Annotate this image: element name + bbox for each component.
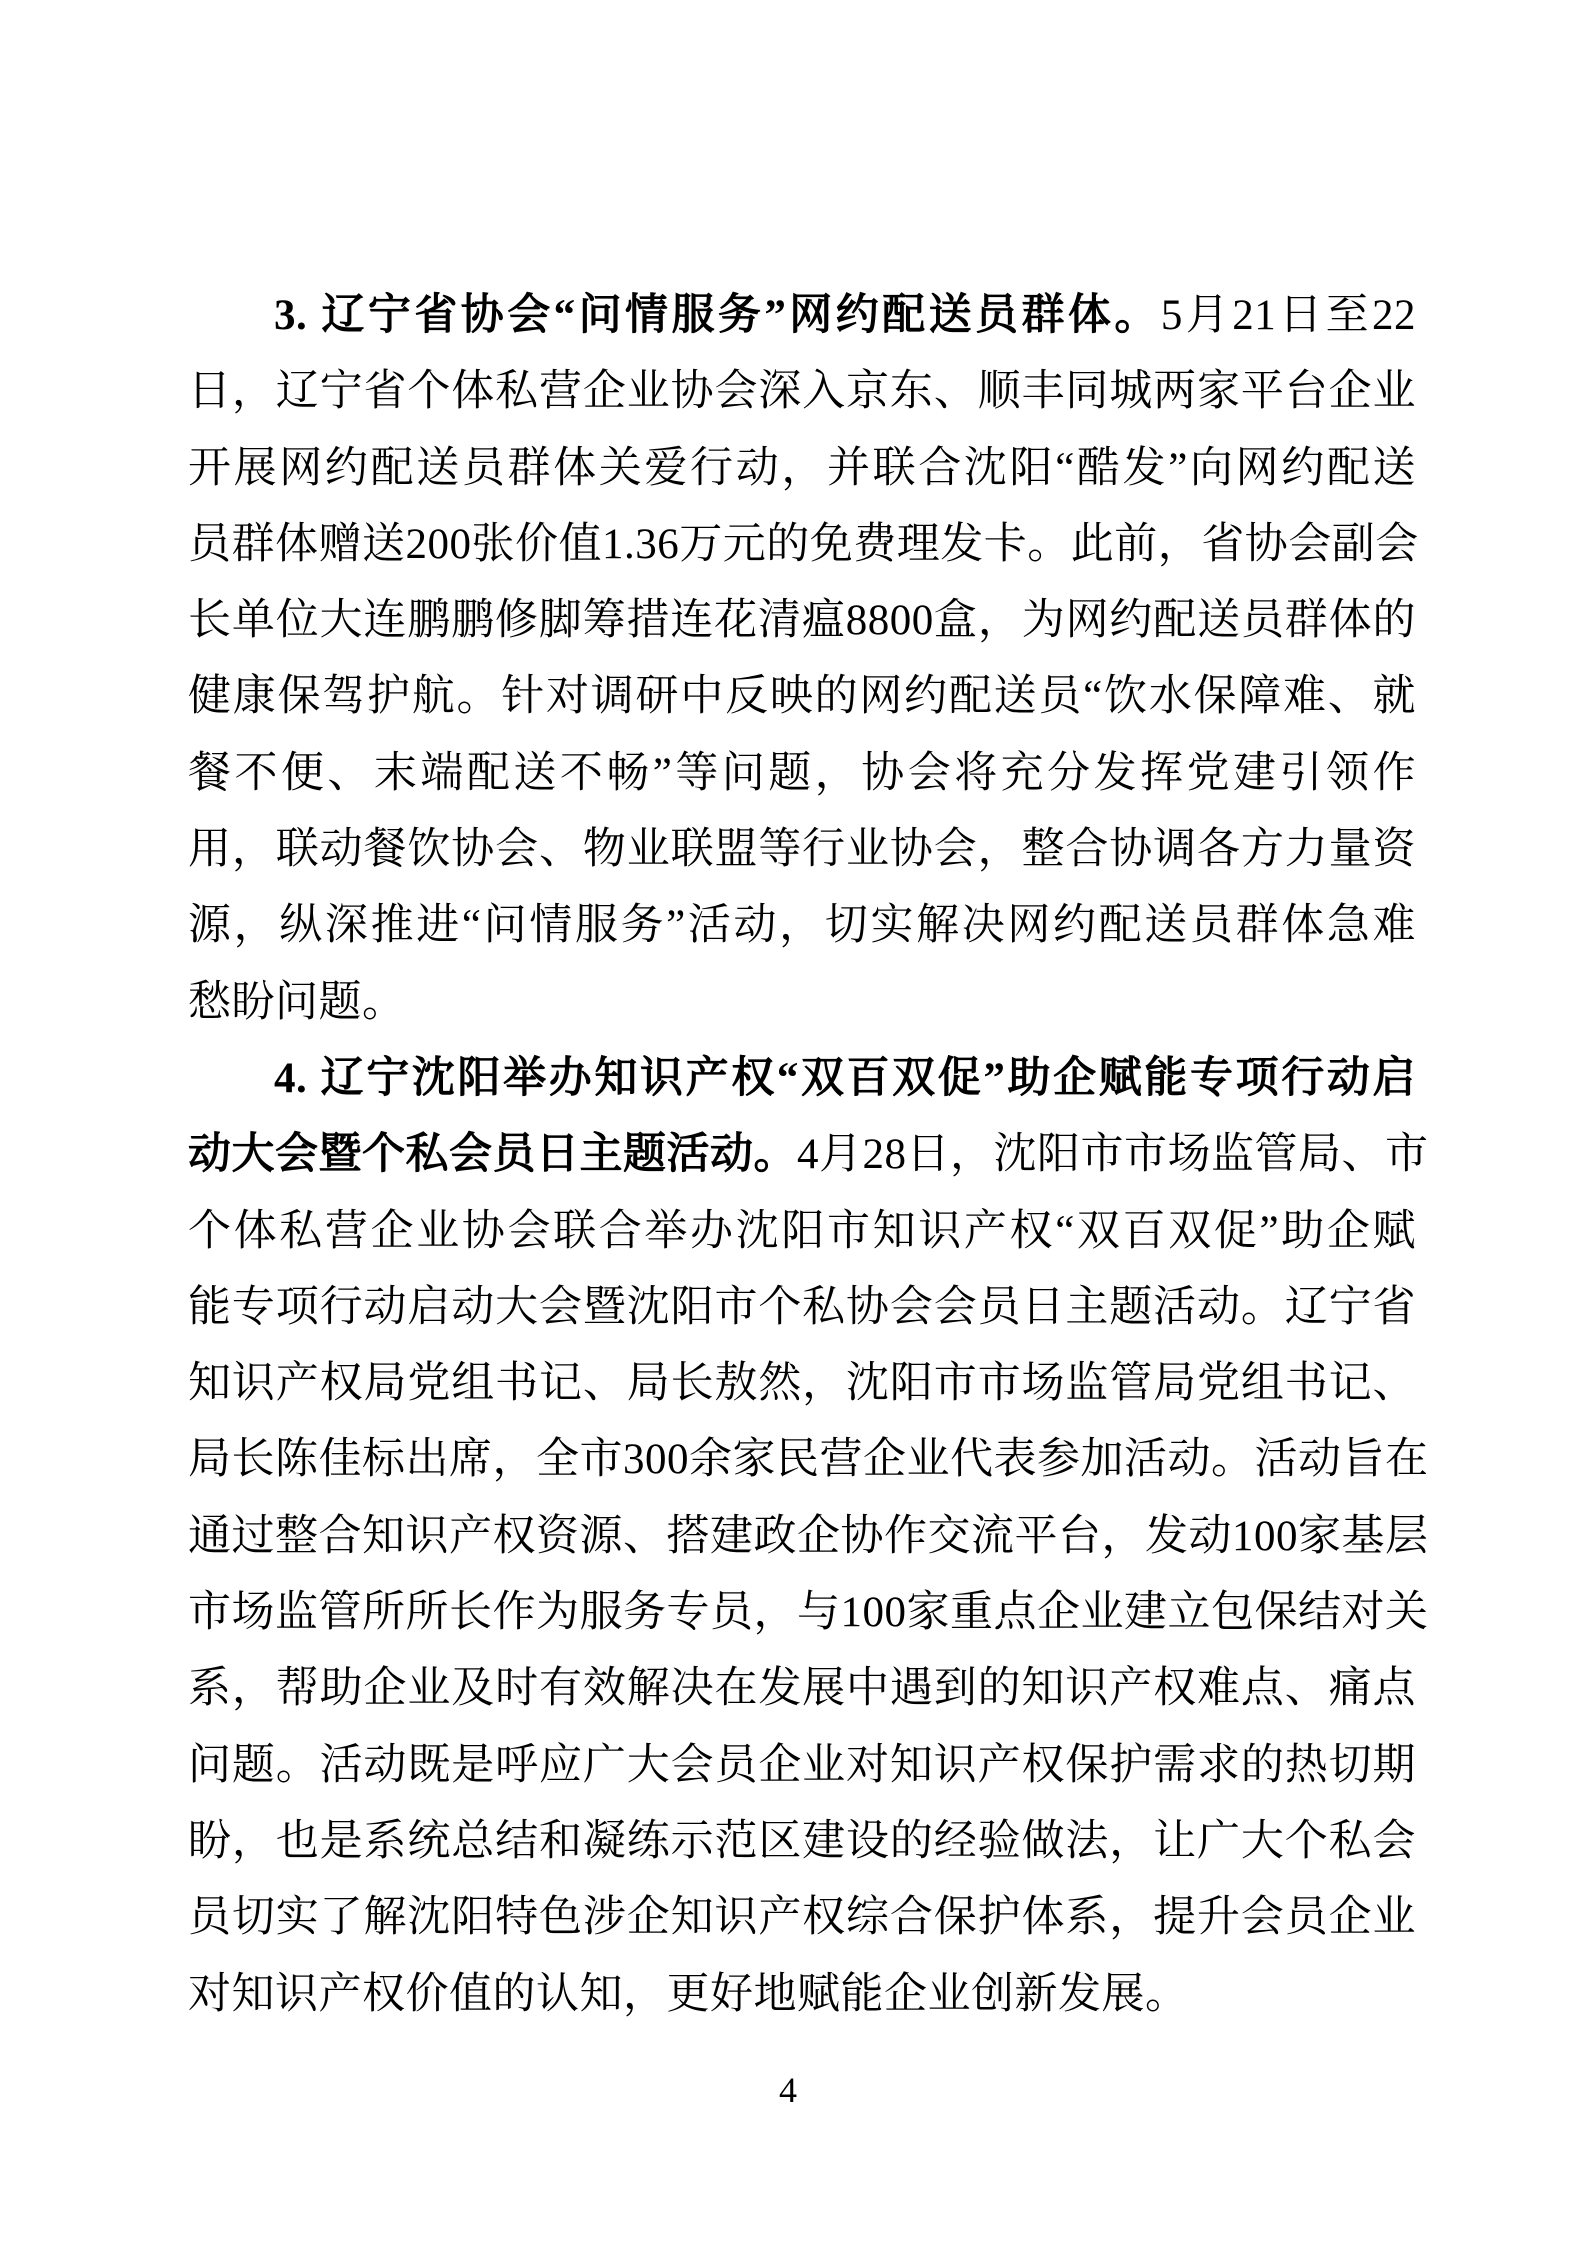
body-text: 市场监管所所长作为服务专员，与100家重点企业建立包保结对关 — [188, 1589, 1429, 1637]
text-line — [188, 736, 1416, 812]
body-text: 通过整合知识产权资源、搭建政企协作交流平台，发动100家基层 — [188, 1512, 1429, 1560]
heading-text: 3. 辽宁省协会“问情服务”网约配送员群体。 — [274, 292, 1161, 339]
body-text: 盼，也是系统总结和凝练示范区建设的经验做法，让广大个私会 — [188, 1817, 1416, 1865]
body-text: 日，辽宁省个体私营企业协会深入京东、顺丰同城两家平台企业 — [188, 368, 1416, 416]
body-text: 用，联动餐饮协会、物业联盟等行业协会，整合协调各方力量资 — [188, 826, 1416, 874]
body-text: 5月21日至22 — [1160, 292, 1417, 339]
text-line — [188, 1117, 1429, 1193]
heading-text: 4. 辽宁沈阳举办知识产权“双百双促”助企赋能专项行动启 — [274, 1054, 1416, 1102]
text-line — [188, 965, 1416, 1041]
text-line — [188, 812, 1416, 888]
body-text: 健康保驾护航。针对调研中反映的网约配送员“饮水保障难、就 — [188, 673, 1416, 721]
body-text: 系，帮助企业及时有效解决在发展中遇到的知识产权难点、痛点 — [188, 1665, 1416, 1713]
text-line — [188, 1422, 1429, 1498]
body-text: 餐不便、末端配送不畅”等问题，协会将充分发挥党建引领作 — [188, 749, 1416, 797]
text-line — [188, 1194, 1416, 1270]
body-text: 4月28日，沈阳市市场监管局、市 — [797, 1131, 1429, 1179]
text-line — [188, 1041, 1416, 1117]
body-text: 开展网约配送员群体关爱行动，并联合沈阳“酷发”向网约配送 — [188, 444, 1416, 492]
text-line — [188, 431, 1416, 507]
document-body — [188, 278, 1429, 2033]
body-text: 知识产权局党组书记、局长敖然，沈阳市市场监管局党组书记、 — [188, 1360, 1416, 1408]
heading-text: 动大会暨个私会员日主题活动。 — [188, 1131, 797, 1179]
text-line — [188, 1499, 1429, 1575]
page-number: 4 — [779, 2070, 797, 2110]
text-line — [188, 1880, 1416, 1956]
text-line — [188, 888, 1416, 964]
body-text: 对知识产权价值的认知，更好地赋能企业创新发展。 — [188, 1970, 1189, 2018]
body-text: 愁盼问题。 — [188, 978, 406, 1026]
body-text: 员切实了解沈阳特色涉企知识产权综合保护体系，提升会员企业 — [188, 1894, 1416, 1942]
body-text: 问题。活动既是呼应广大会员企业对知识产权保护需求的热切期 — [188, 1741, 1416, 1789]
body-text: 能专项行动启动大会暨沈阳市个私协会会员日主题活动。辽宁省 — [188, 1283, 1416, 1331]
text-line — [188, 278, 1416, 354]
text-line — [188, 1804, 1416, 1880]
body-text: 员群体赠送200张价值1.36万元的免费理发卡。此前，省协会副会 — [188, 520, 1419, 568]
text-line — [188, 507, 1419, 583]
text-line — [188, 583, 1416, 659]
text-line — [188, 1728, 1416, 1804]
text-line — [188, 1346, 1416, 1422]
text-line — [188, 1651, 1416, 1727]
text-line — [188, 659, 1416, 735]
text-line — [188, 354, 1416, 430]
text-line — [188, 1270, 1416, 1346]
body-text: 源，纵深推进“问情服务”活动，切实解决网约配送员群体急难 — [188, 902, 1416, 950]
text-line — [188, 1957, 1416, 2033]
body-text: 个体私营企业协会联合举办沈阳市知识产权“双百双促”助企赋 — [188, 1207, 1416, 1255]
text-line — [188, 1575, 1429, 1651]
body-text: 长单位大连鹏鹏修脚筹措连花清瘟8800盒，为网约配送员群体的 — [188, 597, 1416, 645]
body-text: 局长陈佳标出席，全市300余家民营企业代表参加活动。活动旨在 — [188, 1436, 1429, 1484]
